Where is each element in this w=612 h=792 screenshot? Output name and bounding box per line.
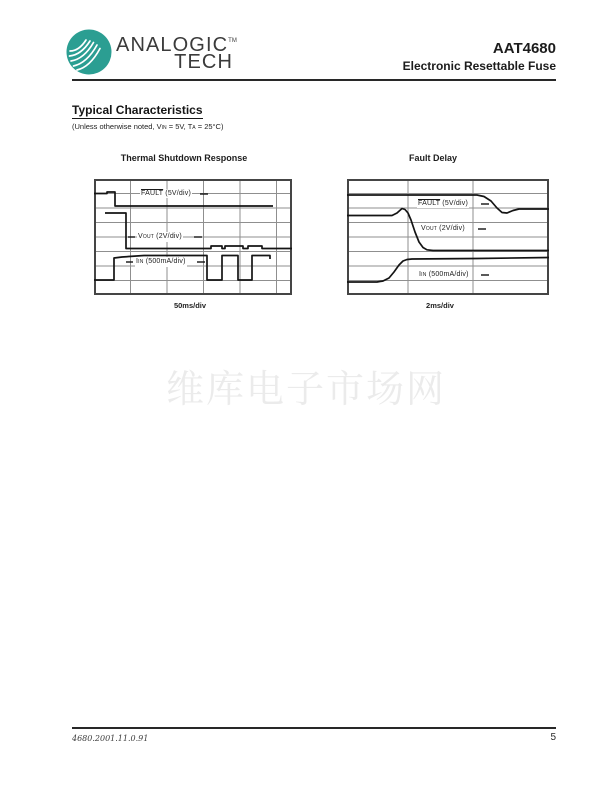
- footer-rule: [72, 727, 556, 729]
- document-code: 4680.2001.11.0.91: [72, 734, 149, 743]
- iin-signal-label: IIN (500mA/div): [136, 258, 186, 265]
- brand-line-analogic: ANALOGIC™: [116, 34, 237, 56]
- fault-signal-label: FAULT (5V/div): [418, 200, 469, 207]
- chart-title: Thermal Shutdown Response: [120, 153, 248, 163]
- thermal-shutdown-plot: [94, 179, 292, 300]
- watermark-text: 维库电子市场网: [166, 367, 447, 411]
- x-axis-caption: 50ms/div: [173, 301, 207, 310]
- vout-trace: [105, 213, 292, 249]
- thermal-shutdown-figure: [94, 150, 292, 320]
- fault-delay-figure: [347, 150, 549, 320]
- header-rule: [72, 79, 556, 81]
- fault-signal-label: FAULT (5V/div): [141, 190, 192, 197]
- x-axis-caption: 2ms/div: [426, 301, 454, 310]
- part-number: AAT4680: [492, 40, 556, 57]
- fault-delay-plot: [347, 179, 549, 300]
- vout-signal-label: VOUT (2V/div): [421, 225, 465, 232]
- thermal-shutdown-response-svg: [94, 179, 292, 295]
- vout-signal-label: VOUT (2V/div): [138, 233, 182, 240]
- section-title: Typical Characteristics: [72, 103, 203, 117]
- iin-signal-label: IIN (500mA/div): [419, 271, 469, 278]
- page-number: 5: [550, 732, 556, 743]
- chart-title: Fault Delay: [408, 153, 457, 163]
- brand-line-tech: TECH: [174, 51, 233, 73]
- trademark-symbol: TM: [228, 38, 237, 44]
- brand-wordmark: [116, 31, 238, 72]
- analogictech-logo-icon: [66, 29, 112, 75]
- product-title: Electronic Resettable Fuse: [402, 59, 556, 73]
- test-conditions: (Unless otherwise noted, VIN = 5V, TA = 25°C): [72, 122, 224, 131]
